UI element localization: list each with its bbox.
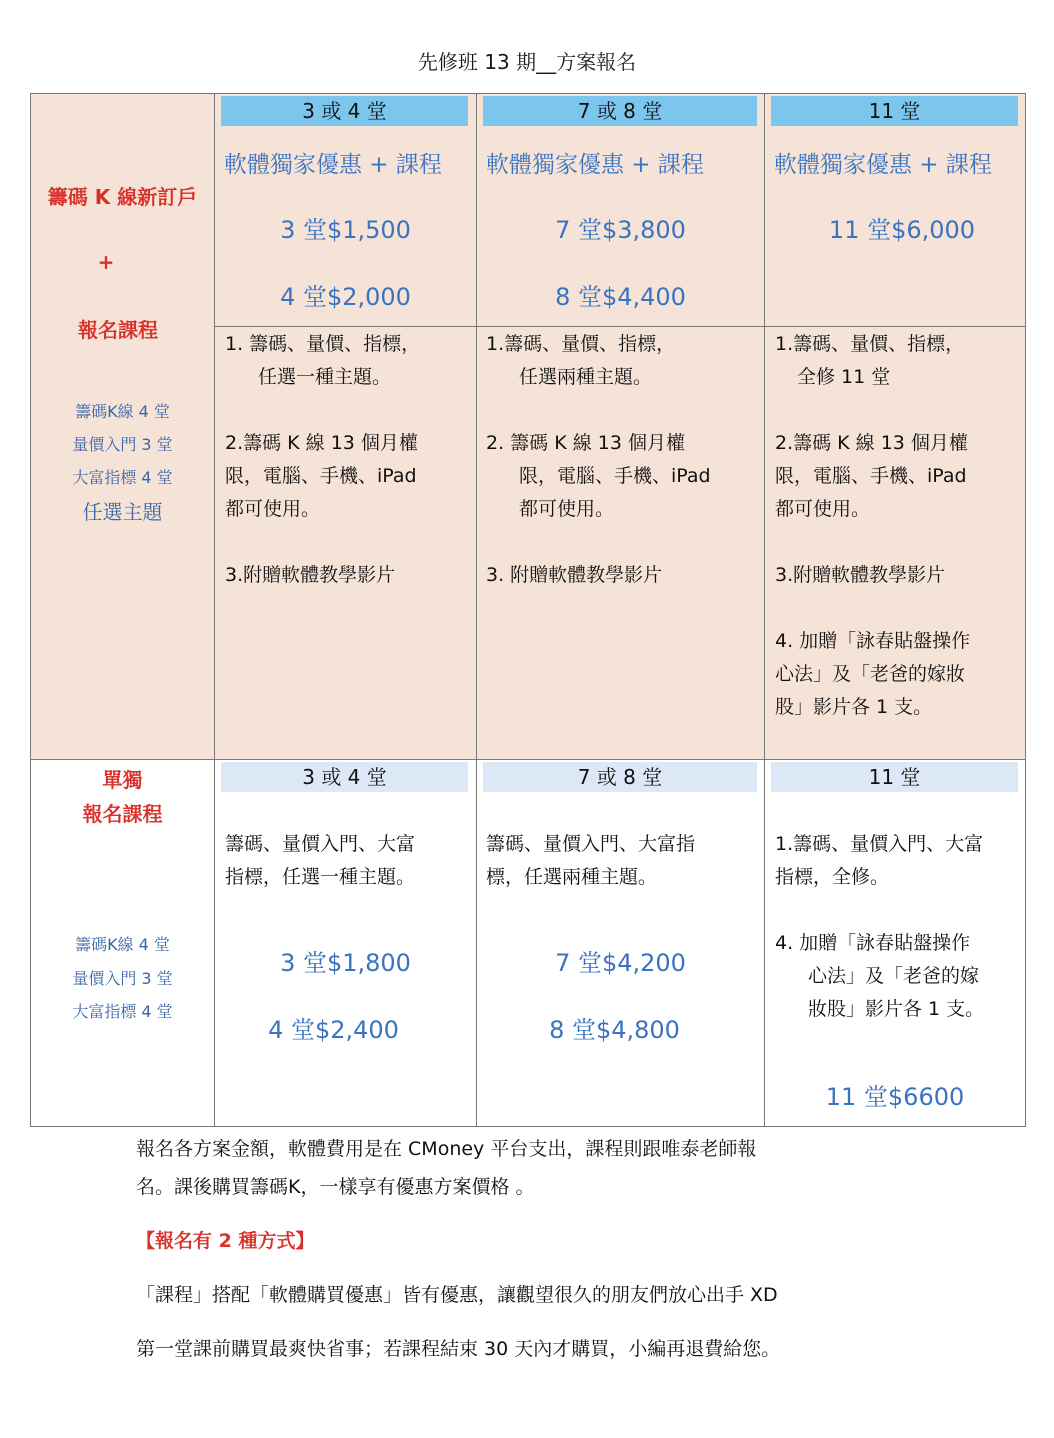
detail-line: 指標，全修。 [775,866,890,888]
detail-line: 3.附贈軟體教學影片 [225,564,396,586]
bundle-plan-offer: 軟體獨家優惠 + 課程 [486,152,704,178]
bundle-label-plus: + [97,250,115,274]
detail-line: 2. 籌碼 K 線 13 個月權 [486,432,685,454]
detail-line: 1.籌碼、量價、指標， [486,333,676,355]
detail-line: 限，電腦、手機、iPad [775,465,967,487]
note-line: 第一堂課前購買最爽快省事；若課程結束 30 天內才購買，小編再退費給您。 [136,1338,781,1360]
bundle-label-line2: 報名課程 [78,318,158,342]
single-plan-details [225,828,415,894]
detail-line: 任選一種主題。 [258,366,392,388]
single-plan-price: 3 堂$1,800 [280,949,411,977]
methods-title: 【報名有 2 種方式】 [136,1230,315,1252]
bundle-plan-header: 7 或 8 堂 [483,96,757,126]
bundle-topic: 籌碼K線 4 堂 [75,402,170,421]
single-plan-header: 11 堂 [771,762,1018,792]
detail-line: 1.籌碼、量價、指標， [775,333,965,355]
single-topic: 籌碼K線 4 堂 [75,935,170,954]
bundle-plan-price: 3 堂$1,500 [280,216,411,244]
detail-line: 1.籌碼、量價入門、大富 [775,833,984,855]
single-plan-header: 3 或 4 堂 [221,762,468,792]
single-topic: 大富指標 4 堂 [72,1002,173,1021]
single-plan-price: 4 堂$2,400 [268,1016,399,1044]
note-line: 報名各方案金額，軟體費用是在 CMoney 平台支出，課程則跟唯泰老師報 [136,1138,757,1160]
detail-line: 籌碼、量價入門、大富 [225,833,416,855]
detail-line: 2.籌碼 K 線 13 個月權 [775,432,968,454]
detail-line: 2.籌碼 K 線 13 個月權 [225,432,418,454]
detail-line: 都可使用。 [775,498,871,520]
single-label-line2: 報名課程 [82,802,163,826]
bundle-plan-price: 8 堂$4,400 [555,283,686,311]
note-line: 名。課後購買籌碼K，一樣享有優惠方案價格 。 [136,1176,535,1198]
detail-line: 4. 加贈「詠春貼盤操作 [775,630,971,652]
single-plan-header: 7 或 8 堂 [483,762,757,792]
bundle-plan-offer: 軟體獨家優惠 + 課程 [774,152,992,178]
detail-line: 1. 籌碼、量價、指標， [225,333,421,355]
bundle-plan-details [486,328,711,592]
detail-line: 4. 加贈「詠春貼盤操作 [775,932,971,954]
detail-line: 股」影片各 1 支。 [775,696,933,718]
bundle-topic: 大富指標 4 堂 [72,468,173,487]
detail-line: 指標，任選一種主題。 [225,866,416,888]
single-plan-price: 8 堂$4,800 [549,1016,680,1044]
bundle-plan-price: 7 堂$3,800 [555,216,686,244]
detail-line: 任選兩種主題。 [519,366,653,388]
bundle-plan-header: 3 或 4 堂 [221,96,468,126]
single-plan-details [775,828,984,1026]
single-plan-price: 7 堂$4,200 [555,949,686,977]
detail-line: 3.附贈軟體教學影片 [775,564,946,586]
detail-line: 都可使用。 [519,498,615,520]
page-title: 先修班 13 期__方案報名 [417,50,637,74]
single-label-line1: 單獨 [102,768,143,792]
bundle-topic-choice: 任選主題 [82,500,163,524]
bundle-topic: 量價入門 3 堂 [72,435,173,454]
bundle-plan-details [225,328,420,592]
detail-line: 都可使用。 [225,498,321,520]
detail-line: 3. 附贈軟體教學影片 [486,564,663,586]
single-plan-details [486,828,695,894]
bundle-plan-price: 11 堂$6,000 [828,216,976,244]
note-line: 「課程」搭配「軟體購買優惠」皆有優惠，讓觀望很久的朋友們放心出手 XD [136,1284,778,1306]
bundle-label-line1: 籌碼 K 線新訂戶 [47,185,198,209]
detail-line: 限，電腦、手機、iPad [519,465,711,487]
bundle-plan-offer: 軟體獨家優惠 + 課程 [224,152,442,178]
detail-line: 籌碼、量價入門、大富指 [486,833,696,855]
detail-line: 心法」及「老爸的嫁妝 [775,663,966,685]
bundle-plan-header: 11 堂 [771,96,1018,126]
detail-line: 心法」及「老爸的嫁 [808,965,980,987]
detail-line: 限，電腦、手機、iPad [225,465,417,487]
detail-line: 全修 11 堂 [797,366,891,388]
single-topic: 量價入門 3 堂 [72,969,173,988]
bundle-plan-details [775,328,970,724]
detail-line: 妝股」影片各 1 支。 [808,998,985,1020]
detail-line: 標，任選兩種主題。 [486,866,658,888]
single-plan-price: 11 堂$6600 [825,1083,965,1111]
bundle-plan-price: 4 堂$2,000 [280,283,411,311]
